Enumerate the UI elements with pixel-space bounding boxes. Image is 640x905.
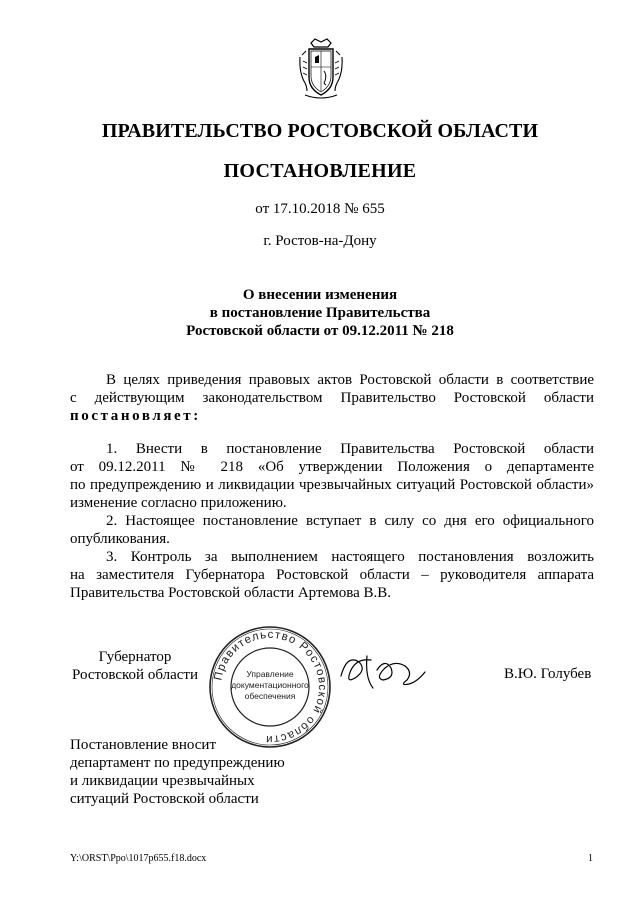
- preamble-decides: постановляет:: [70, 408, 201, 424]
- official-stamp: [208, 625, 332, 749]
- document-subject: [0, 286, 640, 340]
- stamp-inner-line: документационного: [231, 680, 309, 690]
- item-line: опубликования.: [70, 531, 170, 547]
- signatory-position: [70, 648, 200, 684]
- footer-file-path: Y:\ORST\Ppo\1017p655.f18.docx: [70, 853, 207, 864]
- item-line: по предупреждению и ликвидации чрезвычайных ситуаций Ростовской области»: [70, 477, 594, 493]
- item-3: [70, 548, 594, 602]
- subject-line: в постановление Правительства: [209, 305, 431, 321]
- item-line: Правительства Ростовской области Артемова В.В.: [70, 585, 391, 601]
- stamp-inner-line: обеспечения: [244, 691, 296, 701]
- item-1: [70, 440, 594, 512]
- submitted-by: [70, 736, 285, 808]
- position-line: Ростовской области: [72, 667, 198, 683]
- item-line: от 09.12.2011 № 218 «Об утверждении Положения о департаменте: [70, 459, 594, 475]
- stamp-outer-text: Правительство Ростовской области: [212, 628, 329, 746]
- preamble-line: с действующим законодательством Правительство Ростовской области: [70, 390, 594, 406]
- item-line: 3. Контроль за выполнением настоящего постановления возложить: [106, 549, 594, 565]
- submitted-by-line: и ликвидации чрезвычайных: [70, 773, 255, 789]
- document-type-title: ПОСТАНОВЛЕНИЕ: [223, 160, 417, 182]
- document-dateline: от 17.10.2018 № 655: [255, 201, 385, 217]
- handwritten-signature: [337, 648, 429, 698]
- page-number: 1: [588, 853, 593, 864]
- submitted-by-line: Постановление вносит: [70, 737, 217, 753]
- subject-line: О внесении изменения: [242, 287, 398, 303]
- submitted-by-line: департамент по предупреждению: [70, 755, 285, 771]
- preamble: [70, 371, 594, 425]
- subject-line: Ростовской области от 09.12.2011 № 218: [186, 323, 454, 339]
- government-title: ПРАВИТЕЛЬСТВО РОСТОВСКОЙ ОБЛАСТИ: [101, 120, 539, 142]
- stamp-inner-line: Управление: [246, 669, 294, 679]
- item-line: 1. Внести в постановление Правительства Ростовской области: [106, 441, 594, 457]
- signatory-name: В.Ю. Голубев: [504, 666, 592, 682]
- document-city: г. Ростов-на-Дону: [263, 233, 377, 249]
- item-line: 2. Настоящее постановление вступает в силу со дня его официального: [106, 513, 594, 529]
- item-2: [70, 512, 594, 548]
- item-line: изменение согласно приложению.: [70, 495, 287, 511]
- item-line: на заместителя Губернатора Ростовской области – руководителя аппарата: [70, 567, 594, 583]
- preamble-line: В целях приведения правовых актов Ростовской области в соответствие: [106, 372, 594, 388]
- rostov-oblast-coat-of-arms-icon: [297, 37, 345, 101]
- submitted-by-line: ситуаций Ростовской области: [70, 791, 259, 807]
- position-line: Губернатор: [98, 649, 172, 665]
